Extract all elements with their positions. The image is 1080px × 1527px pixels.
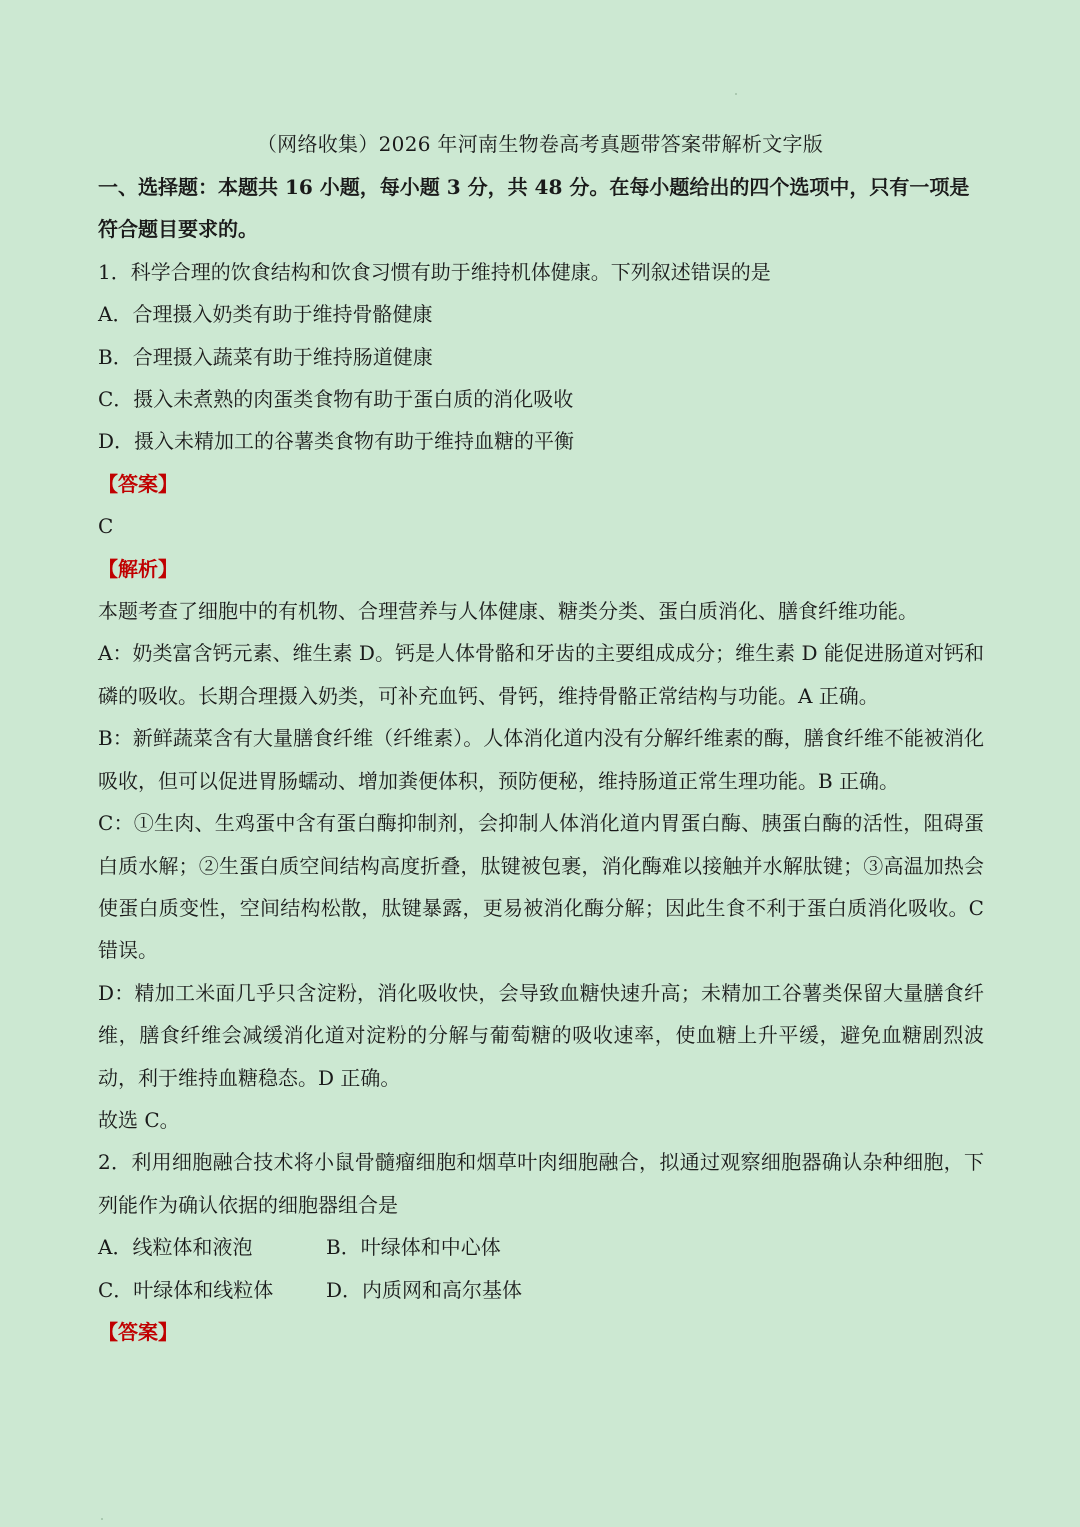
analysis-option-d: D：精加工米面几乎只含淀粉，消化吸收快，会导致血糖快速升高；未精加工谷薯类保留大量膳食纤维，膳食纤维会减缓消化道对淀粉的分解与葡萄糖的吸收速率，使血糖上升平缓，避免血糖剧烈波动，利于维持血糖稳态。D 正确。	[98, 980, 984, 1090]
section-header: 一、选择题：本题共 16 小题，每小题 3 分，共 48 分。在每小题给出的四个选项中，只有一项是符合题目要求的。	[98, 175, 970, 242]
analysis-intro: 本题考查了细胞中的有机物、合理营养与人体健康、糖类分类、蛋白质消化、膳食纤维功能。	[98, 599, 918, 624]
analysis-label: 【解析】	[98, 556, 178, 581]
question-2-options-row-2	[98, 1269, 984, 1311]
question-2-option-d: D．内质网和高尔基体	[326, 1277, 523, 1302]
speck-mark	[735, 93, 737, 95]
analysis-option-b: B：新鲜蔬菜含有大量膳食纤维（纤维素）。人体消化道内没有分解纤维素的酶，膳食纤维不能被消化吸收，但可以促进胃肠蠕动、增加粪便体积，预防便秘，维持肠道正常生理功能。B 正确。	[98, 726, 984, 793]
question-2-option-b: B．叶绿体和中心体	[326, 1235, 501, 1260]
analysis-option-a: A：奶类富含钙元素、维生素 D。钙是人体骨骼和牙齿的主要组成成分；维生素 D 能促进肠道对钙和磷的吸收。长期合理摄入奶类，可补充血钙、骨钙，维持骨骼正常结构与功能。A 正确。	[98, 641, 984, 708]
question-2-stem: 2．利用细胞融合技术将小鼠骨髓瘤细胞和烟草叶肉细胞融合，拟通过观察细胞器确认杂种细胞，下列能作为确认依据的细胞器组合是	[98, 1150, 984, 1217]
question-2-options-row-1	[98, 1226, 984, 1268]
question-1-option-d: D．摄入未精加工的谷薯类食物有助于维持血糖的平衡	[98, 429, 575, 454]
document-body	[98, 166, 984, 1353]
speck-mark	[101, 1518, 103, 1520]
analysis-option-c: C：①生肉、生鸡蛋中含有蛋白酶抑制剂，会抑制人体消化道内胃蛋白酶、胰蛋白酶的活性，阻碍蛋白质水解；②生蛋白质空间结构高度折叠，肽键被包裹，消化酶难以接触并水解肽键；③高温加热会使蛋白质变性，空间结构松散，肽键暴露，更易被消化酶分解；因此生食不利于蛋白质消化吸收。C 错误。	[98, 811, 984, 963]
question-1-stem: 1．科学合理的饮食结构和饮食习惯有助于维持机体健康。下列叙述错误的是	[98, 259, 771, 284]
answer-label: 【答案】	[98, 471, 178, 496]
analysis-conclusion: 故选 C。	[98, 1107, 180, 1132]
question-1-option-a: A．合理摄入奶类有助于维持骨骼健康	[98, 302, 433, 327]
question-2-option-c: C．叶绿体和线粒体	[98, 1277, 274, 1302]
question-1-option-b: B．合理摄入蔬菜有助于维持肠道健康	[98, 344, 433, 369]
question-1-option-c: C．摄入未煮熟的肉蛋类食物有助于蛋白质的消化吸收	[98, 387, 574, 412]
page-title: （网络收集）2026 年河南生物卷高考真题带答案带解析文字版	[256, 132, 824, 156]
answer-label: 【答案】	[98, 1319, 178, 1344]
question-2-option-a: A．线粒体和液泡	[98, 1235, 253, 1260]
question-1-answer: C	[98, 514, 114, 539]
